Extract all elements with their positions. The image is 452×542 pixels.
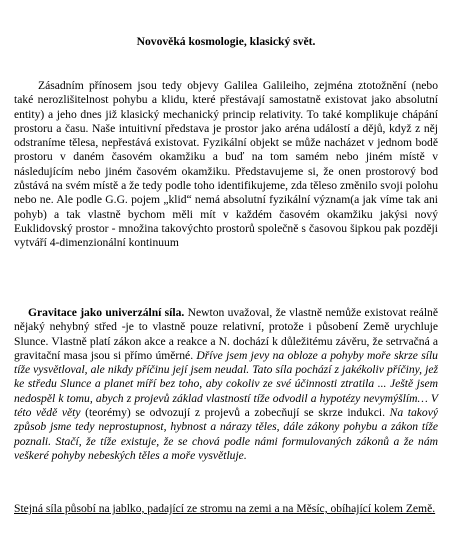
document-title: Novověká kosmologie, klasický svět. (136, 35, 316, 48)
newton-quote-continued: Na takový způsob jsme tedy neprostupnost, hybnost a nárazy těles, dále zákony pohybu a zákon tíže poznali. Stačí, že tíže existuje, že se chová podle námi formulovaných zákonů a že nám veškeré pohyby nebeských těles a moře vysvětluje. (14, 406, 438, 462)
paragraph-galileo: Zásadním přínosem jsou tedy objevy Galilea Galileiho, zejména ztotožnění (nebo také nerozlišitelnost pohybu a klidu, které přestávají samostatně existovat jako absolutní entity) a jeho dnes již klasický mechanický princip relativity. To také komplikuje chápání prostoru a času. Naše intuitivní představa je prostor jako aréna událostí a dějů, když z něj odstraníme tělesa, nepřestává existovat. Fyzikální objekt se může nacházet v jednom bodě prostoru v daném časovém okamžiku a buď na tom samém nebo jiném místě v následujícím nebo jiném časovém okamžiku. Představujeme si, že onen prostorový bod zůstává na svém místě a že tedy podle toho identifikujeme, zda těleso změnilo svoji polohu nebo ne. Ale podle G.G. pojem „klid“ nemá absolutní fyzikální význam(a jak víme tak ani pohyb) a tak vlastně bychom měli mít v každém časovém okamžiku jakýsi nový Euklidovský prostor - množina takovýchto prostorů společně s časovou šipkou pak později vytváří 4-dimenzionální kontinuum (14, 79, 438, 250)
paragraph-gravitation (14, 306, 438, 463)
newton-quote: Dříve jsem jevy na obloze a pohyby moře skrze sílu tíže vysvětloval, ale nikdy příčinu její jsem neudal. Tato síla pochází z jakékoliv příčiny, jež ke středu Slunce a planet míří bez toho, aby cokoliv ze své účinnosti ztratila ... Ještě jsem nedospěl k tomu, abych z projevů základ vlastností tíže odvodil a hypotézy nevymýšlím… V této vědě věty (14, 348, 438, 420)
gravitation-text: Newton uvažoval, že vlastně nemůže existovat reálně nějaký nehybný střed -je to vlastně pouze relativní, protože i působení Země urychluje Slunce. Vlastně platí zákon akce a reakce a N. dochází k důležitému závěru, že setrvačná a gravitační masa jsou si přímo úměrné. (14, 306, 438, 362)
newton-quote-aside: (teorémy) se odvozují z projevů a zobecňují se skrze indukci. (80, 406, 385, 420)
gravitation-heading: Gravitace jako univerzální síla. (28, 306, 185, 319)
paragraph-apple-moon: Stejná síla působí na jablko, padající ze stromu na zemi a na Měsíc, obíhající kolem Země. (14, 502, 436, 515)
